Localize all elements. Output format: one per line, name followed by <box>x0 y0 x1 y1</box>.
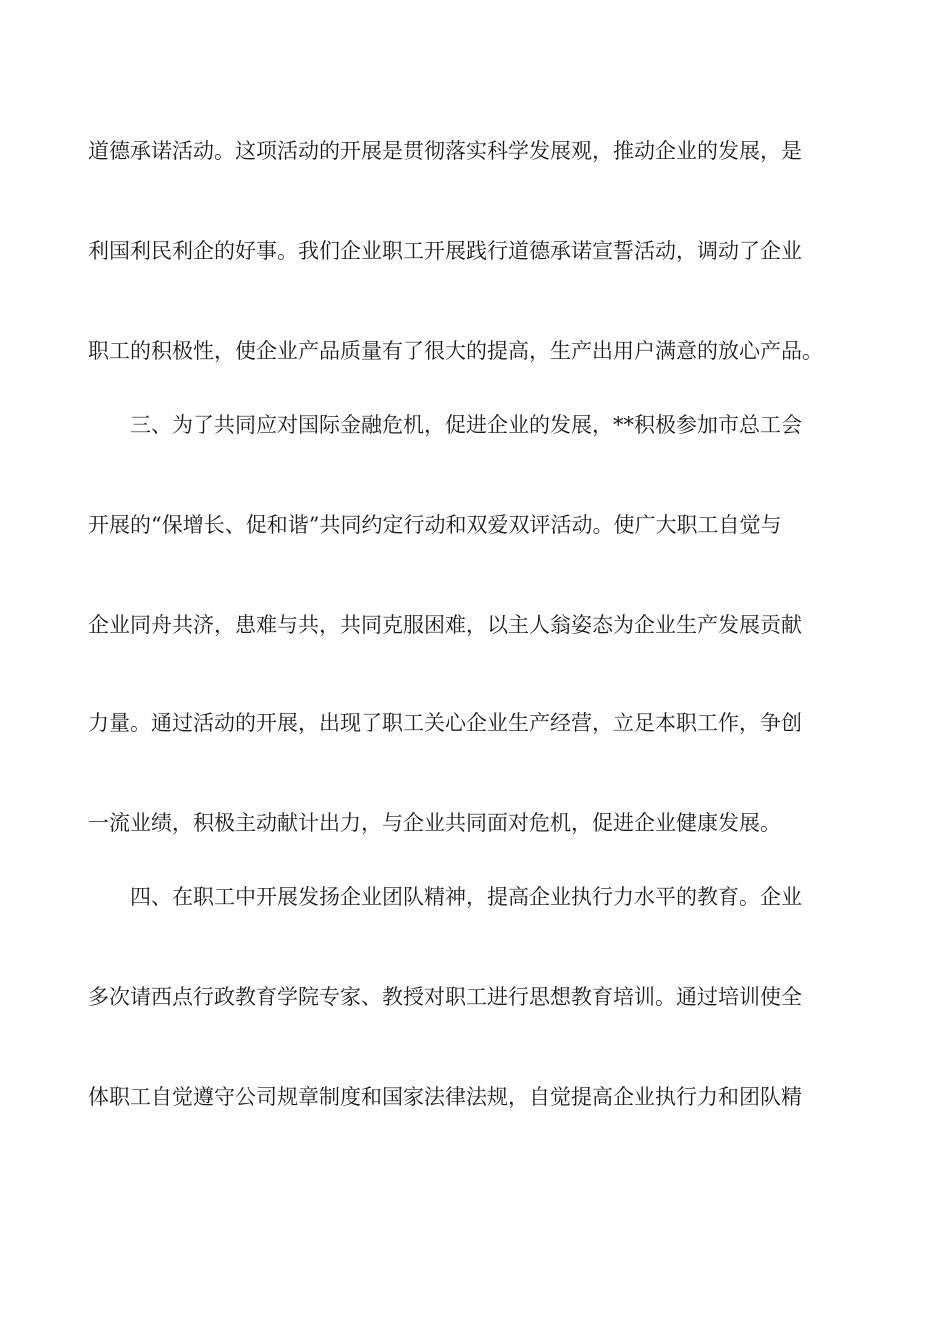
paragraph-start-line: 四、在职工中开展发扬企业团队精神，提高企业执行力水平的教育。企业 <box>130 885 802 909</box>
text-line: 多次请西点行政教育学院专家、教授对职工进行思想教育培训。通过培训使全 <box>88 985 802 1009</box>
text-line: 企业同舟共济，患难与共，共同克服困难，以主人翁姿态为企业生产发展贡献 <box>88 613 802 637</box>
text-line: 开展的“保增长、促和谐”共同约定行动和双爱双评活动。使广大职工自觉与 <box>88 513 782 537</box>
text-line: 体职工自觉遵守公司规章制度和国家法律法规，自觉提高企业执行力和团队精 <box>88 1085 802 1109</box>
text-line: 职工的积极性，使企业产品质量有了很大的提高，生产出用户满意的放心产品。 <box>88 339 823 363</box>
paragraph-start-line: 三、为了共同应对国际金融危机，促进企业的发展，**积极参加市总工会 <box>130 413 802 437</box>
text-line: 利国利民利企的好事。我们企业职工开展践行道德承诺宣誓活动，调动了企业 <box>88 239 802 263</box>
text-line: 道德承诺活动。这项活动的开展是贯彻落实科学发展观，推动企业的发展，是 <box>88 139 802 163</box>
text-line: 一流业绩，积极主动献计出力，与企业共同面对危机，促进企业健康发展。 <box>88 811 781 835</box>
text-line: 力量。通过活动的开展，出现了职工关心企业生产经营，立足本职工作，争创 <box>88 711 802 735</box>
